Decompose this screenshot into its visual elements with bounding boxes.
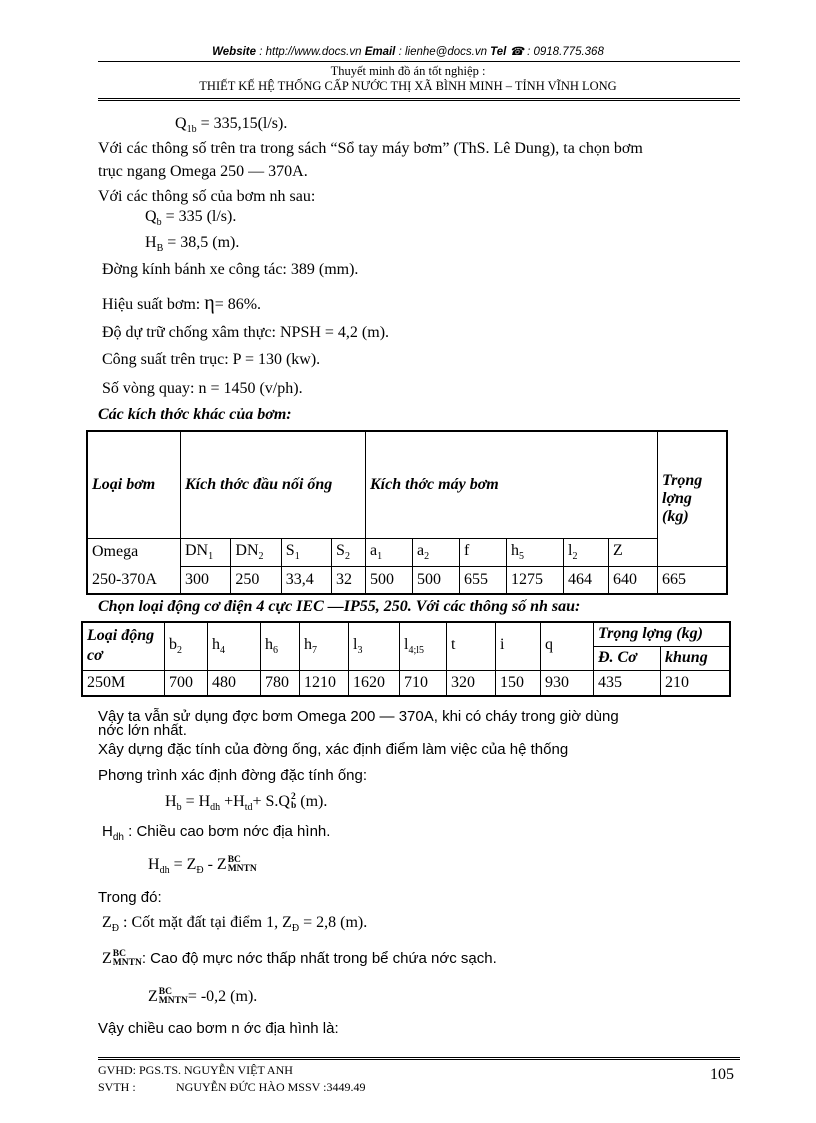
cell: 320 bbox=[447, 670, 496, 696]
cell: 700 bbox=[165, 670, 208, 696]
where-label: Trong đó: bbox=[98, 889, 162, 906]
header-rule-top bbox=[98, 61, 740, 62]
footer-student-label: SVTH : bbox=[98, 1080, 136, 1094]
zbc-definition: ZBC MNTN: Cao độ mực nớc thấp nhất trong bể chứa nớc sạch. bbox=[102, 949, 497, 969]
col-header: $S_2$ bbox=[332, 538, 366, 566]
cell: 780 bbox=[261, 670, 300, 696]
th-motor-body: Đ. Cơ bbox=[594, 646, 661, 670]
efficiency-line: Hiệu suất bơm: η= 86%. bbox=[102, 292, 262, 314]
conclusion-line2: nớc lớn nhất. bbox=[98, 722, 187, 739]
zd-definition: $Z_Đ$ : Cốt mặt đất tại điểm 1, $Z_Đ = 2,8$ (m). bbox=[102, 914, 368, 935]
cell: 500 bbox=[413, 566, 460, 594]
diameter-line: Đờng kính bánh xe công tác: 389 (mm). bbox=[102, 261, 359, 278]
motor-table bbox=[81, 621, 731, 697]
page-number: 105 bbox=[710, 1066, 734, 1083]
phone-icon: ☎ bbox=[509, 46, 524, 58]
col-header: t bbox=[447, 622, 496, 670]
speed-line: Số vòng quay: n = 1450 (v/ph). bbox=[102, 380, 303, 397]
th-motor-weight: Trọng lợng (kg) bbox=[594, 622, 731, 646]
cell: 930 bbox=[541, 670, 594, 696]
footer-student: NGUYỄN ĐỨC HÀO MSSV :3449.49 bbox=[176, 1080, 366, 1094]
npsh-line: Độ dự trữ chống xâm thực: NPSH = 4,2 (m). bbox=[102, 324, 390, 341]
equation-intro: Phơng trình xác định đờng đặc tính ống: bbox=[98, 767, 368, 784]
height-intro: Vậy chiều cao bơm n ớc địa hình là: bbox=[98, 1020, 339, 1037]
col-header: f bbox=[460, 538, 507, 566]
cell: 1620 bbox=[349, 670, 400, 696]
para2: Với các thông số của bơm nh sau: bbox=[98, 188, 316, 205]
cell: 640 bbox=[609, 566, 658, 594]
hb-line: $H_B = 38,5$ (m). bbox=[145, 234, 240, 255]
col-header: q bbox=[541, 622, 594, 670]
col-header: $h_6$ bbox=[261, 622, 300, 670]
col-header: $h_4$ bbox=[208, 622, 261, 670]
footer-supervisor: GVHD: PGS.TS. NGUYỄN VIỆT ANH bbox=[98, 1063, 293, 1077]
table-row bbox=[87, 566, 727, 594]
footer-rule bbox=[98, 1057, 740, 1060]
equation-1: $H_b = H_{dh} +H_{td}+ S.Q2$ b (m). bbox=[165, 792, 328, 814]
th-pump-type: Loại bơm bbox=[87, 431, 181, 538]
equation-2: $H_{dh} = Z_Đ$ - ZBC MNTN bbox=[148, 855, 257, 877]
col-header: Z bbox=[609, 538, 658, 566]
col-header: $DN_1$ bbox=[181, 538, 231, 566]
cell: 655 bbox=[460, 566, 507, 594]
cell: 250M bbox=[82, 670, 165, 696]
cell: 33,4 bbox=[281, 566, 331, 594]
email-label: Email bbox=[364, 46, 396, 58]
cell: 435 bbox=[594, 670, 661, 696]
col-header: $a_2$ bbox=[413, 538, 460, 566]
hdh-definition: $H_{dh}$ : Chiều cao bơm nớc địa hình. bbox=[102, 823, 331, 843]
col-header: $b_2$ bbox=[165, 622, 208, 670]
doc-type: Thuyết minh đồ án tốt nghiệp : bbox=[330, 64, 486, 78]
power-line: Công suất trên trục: P = 130 (kw). bbox=[102, 351, 321, 368]
cell: 710 bbox=[400, 670, 447, 696]
tel-value: : 0918.775.368 bbox=[527, 46, 604, 58]
cell: 210 bbox=[661, 670, 731, 696]
col-header: $l_{4;l5}$ bbox=[400, 622, 447, 670]
cell: 500 bbox=[366, 566, 413, 594]
th-motor-type: Loại động cơ bbox=[82, 622, 165, 670]
col-header: $l_2$ bbox=[564, 538, 609, 566]
header-contact bbox=[0, 44, 816, 58]
cell: 480 bbox=[208, 670, 261, 696]
website-label: Website bbox=[212, 46, 257, 58]
col-header: $DN_2$ bbox=[231, 538, 281, 566]
header-rule-bottom bbox=[98, 98, 740, 101]
tel-label: Tel bbox=[490, 46, 507, 58]
th-frame: khung bbox=[661, 646, 731, 670]
build-curve-line: Xây dựng đặc tính của đờng ống, xác định điểm làm việc của hệ thống bbox=[98, 741, 569, 758]
cell: 250 bbox=[231, 566, 281, 594]
cell: 464 bbox=[564, 566, 609, 594]
col-header: $h_5$ bbox=[507, 538, 564, 566]
cell: 1210 bbox=[300, 670, 349, 696]
zbc-value: ZBC MNTN= -0,2 (m). bbox=[148, 987, 258, 1007]
col-header: i bbox=[496, 622, 541, 670]
col-header: $h_7$ bbox=[300, 622, 349, 670]
th-weight: Trọng lợng (kg) bbox=[658, 431, 728, 566]
doc-title: THIẾT KẾ HỆ THỐNG CẤP NƯỚC THỊ XÃ BÌNH MINH – TỈNH VĨNH LONG bbox=[199, 79, 617, 93]
col-header: $S_1$ bbox=[281, 538, 331, 566]
cell: 150 bbox=[496, 670, 541, 696]
th-connection: Kích thớc đầu nối ống bbox=[181, 431, 366, 538]
pump-model-line1: Omega bbox=[87, 538, 181, 566]
pump-model-line2: 250-370A bbox=[87, 566, 181, 594]
cell: 1275 bbox=[507, 566, 564, 594]
table-row bbox=[82, 670, 730, 696]
website-value: : http://www.docs.vn bbox=[259, 46, 362, 58]
col-header: $l_3$ bbox=[349, 622, 400, 670]
conclusion-line1: Vậy ta vẫn sử dụng đợc bơm Omega 200 — 370A, khi có cháy trong giờ dùng bbox=[98, 708, 619, 725]
col-header: $a_1$ bbox=[366, 538, 413, 566]
email-value: : lienhe@docs.vn bbox=[398, 46, 487, 58]
qb-line: $Q_b = 335$ (l/s). bbox=[145, 208, 237, 229]
dims-heading: Các kích thớc khác của bơm: bbox=[98, 406, 292, 423]
para1-line2: trục ngang Omega 250 — 370A. bbox=[98, 163, 308, 180]
q1b-line: $Q_{1b} = 335,15(l/s)$. bbox=[175, 115, 288, 136]
cell: 300 bbox=[181, 566, 231, 594]
th-pump-size: Kích thớc máy bơm bbox=[366, 431, 658, 538]
motor-heading: Chọn loại động cơ điện 4 cực IEC —IP55, 250. Với các thông số nh sau: bbox=[98, 598, 581, 615]
cell: 32 bbox=[332, 566, 366, 594]
cell: 665 bbox=[658, 566, 728, 594]
para1-line1: Với các thông số trên tra trong sách “Sổ tay máy bơm” (ThS. Lê Dung), ta chọn bơm bbox=[98, 140, 643, 157]
pump-dimensions-table bbox=[86, 430, 728, 595]
